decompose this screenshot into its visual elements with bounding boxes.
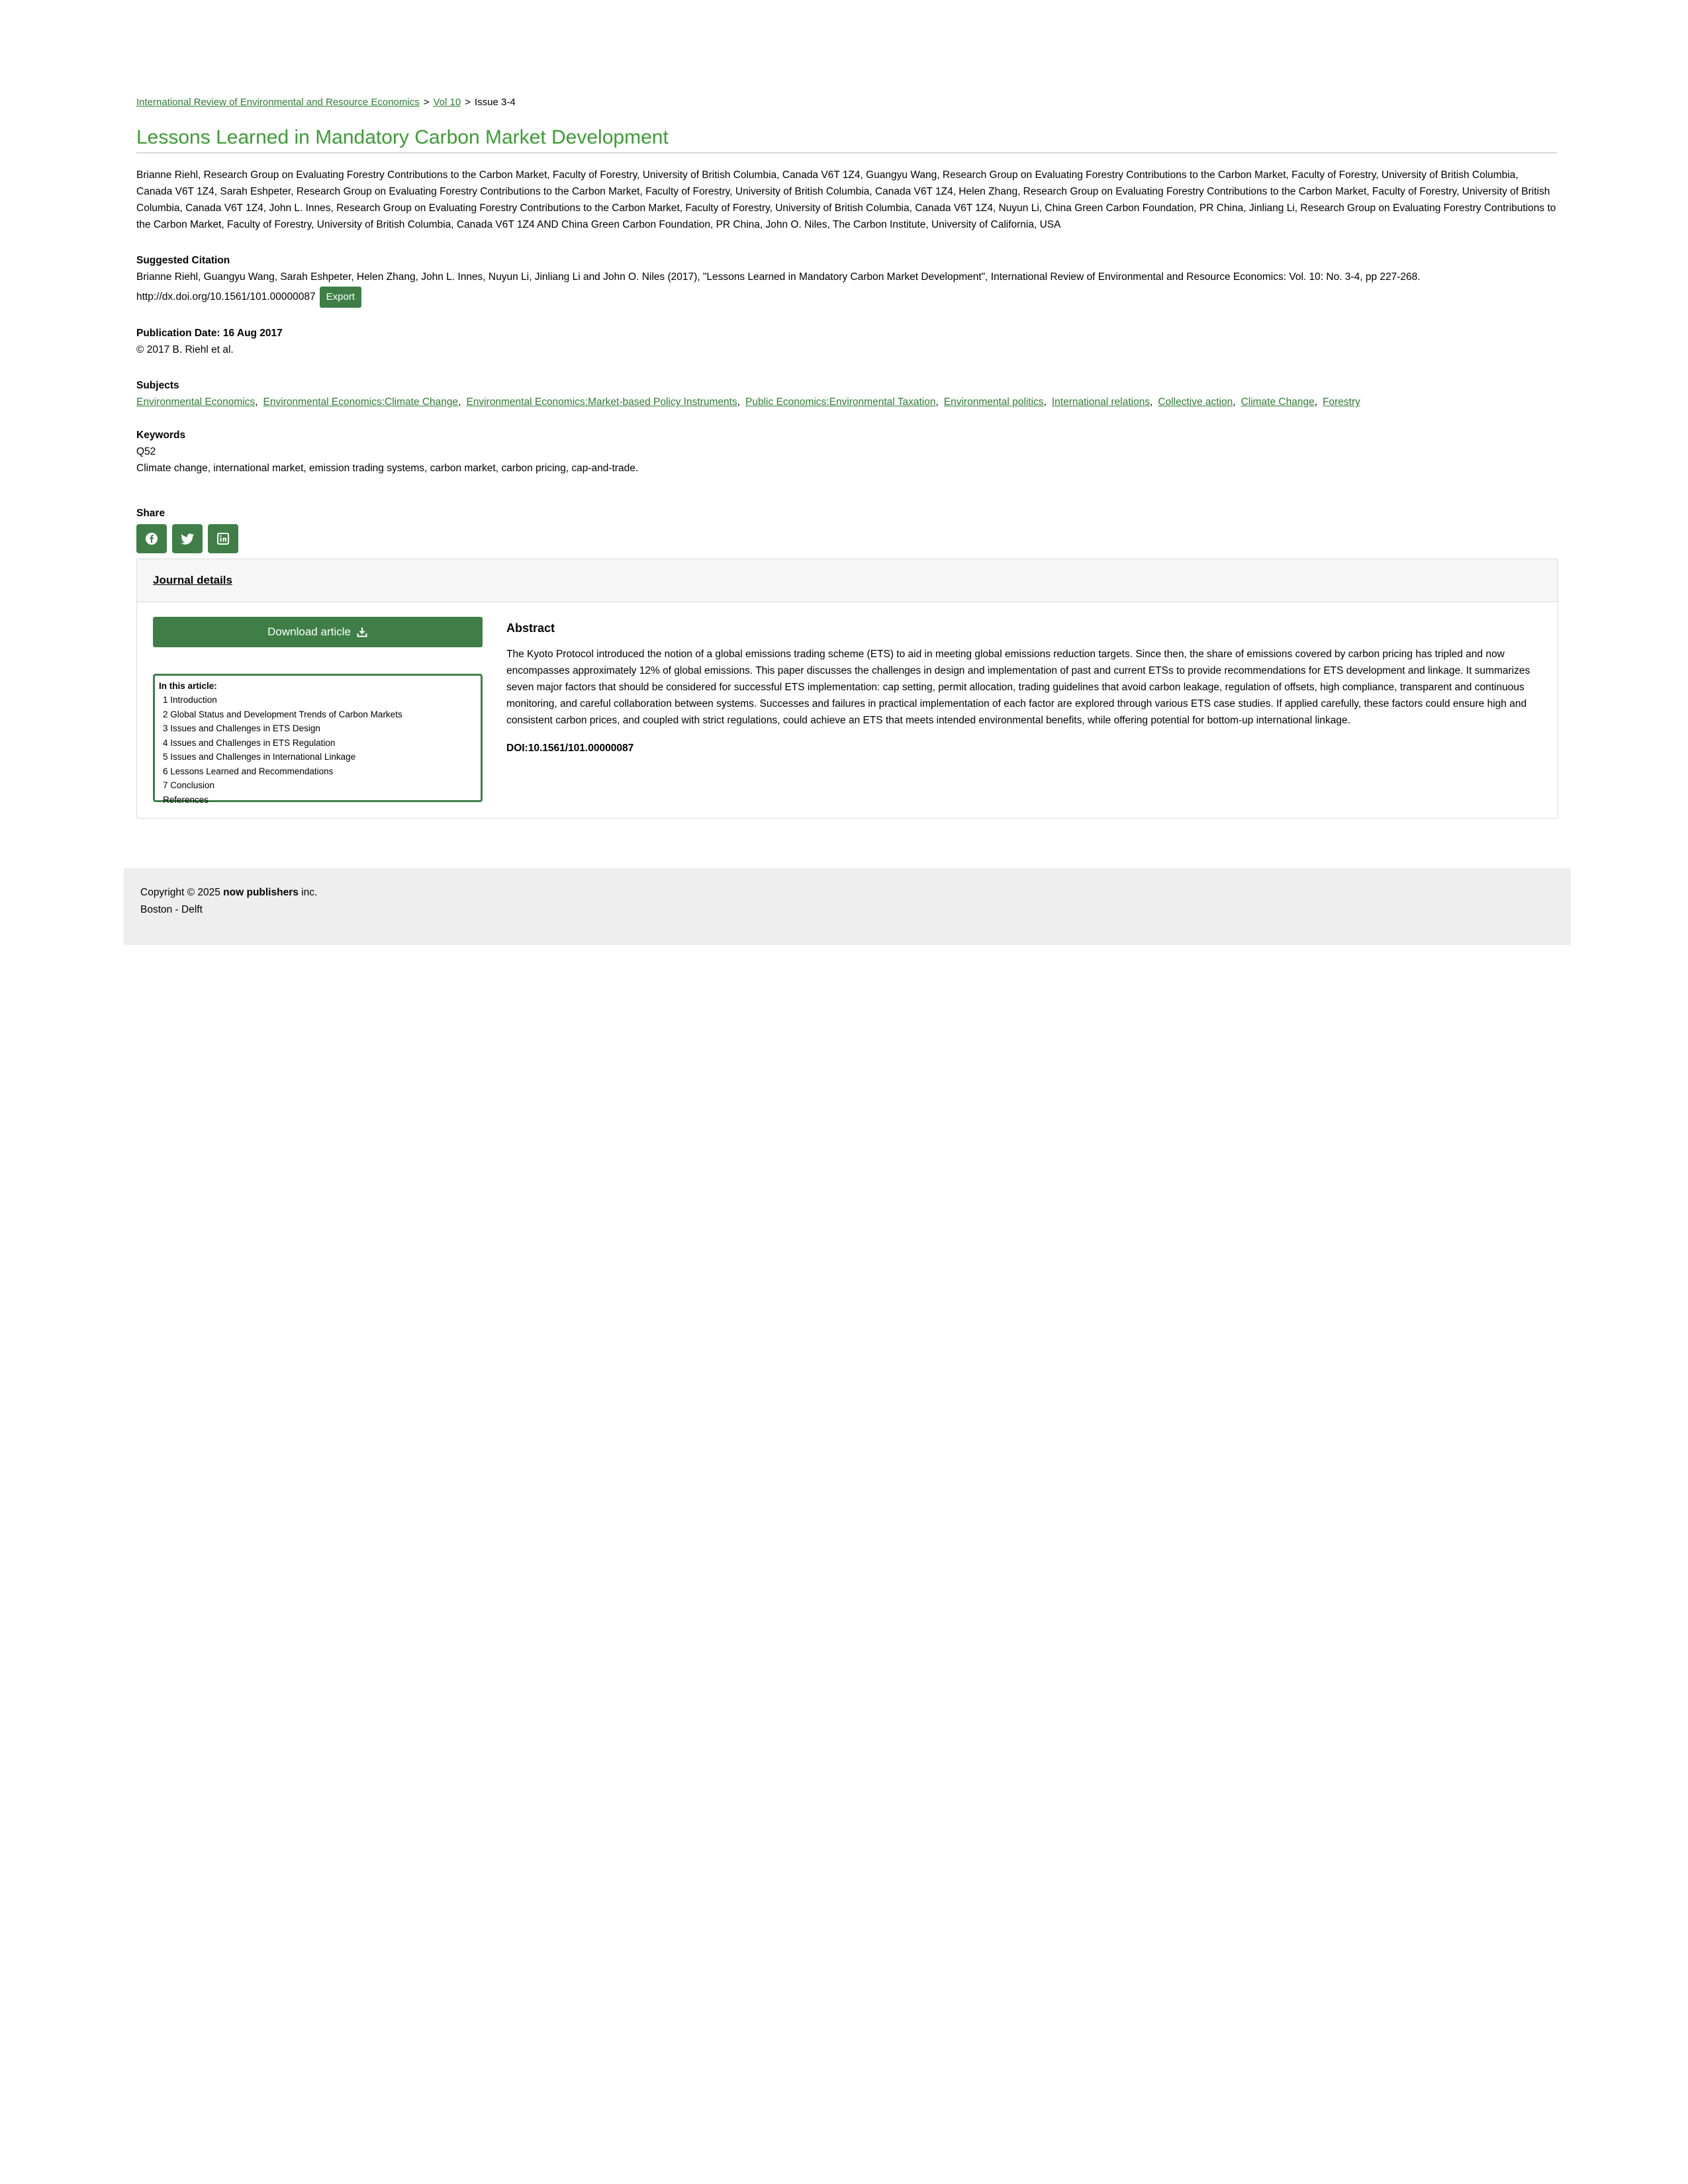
- keywords-heading: Keywords: [136, 430, 186, 441]
- citation-doi-row: [136, 287, 1557, 308]
- subject-separator: ,: [737, 396, 740, 408]
- download-article-label: Download article: [267, 625, 351, 639]
- subject-separator: ,: [255, 396, 258, 408]
- article-sidebar: [153, 617, 483, 805]
- subject-separator: ,: [1233, 396, 1236, 408]
- share-twitter-button[interactable]: [172, 524, 203, 553]
- keywords-section: [136, 428, 1557, 477]
- article-title: Lessons Learned in Mandatory Carbon Market Development: [136, 124, 1557, 154]
- toc-item[interactable]: 3 Issues and Challenges in ETS Design: [163, 723, 320, 734]
- toc-item[interactable]: 2 Global Status and Development Trends of Carbon Markets: [163, 709, 402, 719]
- share-heading: Share: [136, 508, 165, 520]
- subject-link[interactable]: International relations: [1051, 396, 1150, 408]
- subjects-list: [136, 394, 1557, 410]
- share-facebook-button[interactable]: [136, 524, 167, 553]
- facebook-icon: [145, 532, 158, 545]
- subject-link[interactable]: Collective action: [1158, 396, 1233, 408]
- publication-date: Publication Date: 16 Aug 2017: [136, 328, 283, 340]
- subject-separator: ,: [1043, 396, 1047, 408]
- toc-item[interactable]: 6 Lessons Learned and Recommendations: [163, 766, 334, 776]
- subject-separator: ,: [1314, 396, 1318, 408]
- breadcrumb-issue: Issue 3-4: [474, 97, 516, 108]
- footer-location: Boston - Delft: [140, 904, 203, 915]
- share-linkedin-button[interactable]: [208, 524, 238, 553]
- citation-doi-url: http://dx.doi.org/10.1561/101.00000087: [136, 291, 316, 303]
- subject-separator: ,: [1150, 396, 1153, 408]
- page-footer: [124, 868, 1571, 945]
- footer-content: [124, 868, 1571, 919]
- table-of-contents: [153, 674, 483, 805]
- footer-copyright-suffix: inc.: [298, 887, 318, 898]
- footer-publisher: now publishers: [223, 887, 299, 898]
- subject-link[interactable]: Environmental Economics:Market-based Policy Instruments: [466, 396, 737, 408]
- journal-details-header: [137, 559, 1558, 602]
- toc-item[interactable]: 4 Issues and Challenges in ETS Regulation: [163, 737, 336, 748]
- article-copyright: © 2017 B. Riehl et al.: [136, 344, 234, 356]
- citation-text: Brianne Riehl, Guangyu Wang, Sarah Eshpeter, Helen Zhang, John L. Innes, Nuyun Li, Jinliang Li and John O. Niles (2017), "Lessons Learned in Mandatory Carbon Market Development", International Review of Environmental and Resource Economics: Vol. 10: No. 3-4, pp 227-268.: [136, 271, 1421, 283]
- toc-item[interactable]: 5 Issues and Challenges in International Linkage: [163, 752, 356, 762]
- footer-copyright-prefix: Copyright © 2025: [140, 887, 224, 898]
- toc-item[interactable]: 7 Conclusion: [163, 780, 215, 791]
- journal-details-link[interactable]: Journal details: [153, 574, 232, 587]
- journal-details-body: [137, 602, 1558, 818]
- breadcrumb-separator: >: [465, 97, 471, 108]
- share-section: [136, 506, 1557, 553]
- toc-item[interactable]: References: [163, 794, 209, 805]
- download-article-button[interactable]: [153, 617, 483, 647]
- toc-title: In this article:: [159, 681, 217, 692]
- main-content: [136, 95, 1557, 819]
- export-button[interactable]: Export: [320, 287, 361, 308]
- citation-section: [136, 253, 1557, 308]
- abstract-text: The Kyoto Protocol introduced the notion of a global emissions trading scheme (ETS) to aid in meeting global emissions reduction targets. Since then, the share of emissions covered by carbon pricing has tripled and now encompasses approximately 12% of global emissions. This paper discusses the challenges in design and implementation of past and current ETSs to provide recommendations for ETS development and linkage. It summarizes seven major factors that should be considered for successful ETS implementation: cap setting, permit allocation, trading guidelines that avoid carbon leakage, regulation of offsets, high compliance, transparent and continuous monitoring, and careful collaboration between systems. Successes and failures in practical implementation of each factor are explored through various ETS case studies. If applied carefully, these factors could ensure high and consistent carbon prices, and coupled with strict regulations, could achieve an ETS that meets intended environmental benefits, while offering potential for bottom-up international linkage.: [506, 649, 1530, 727]
- toc-item[interactable]: 1 Introduction: [163, 695, 217, 705]
- download-icon: [356, 626, 368, 638]
- footer-copyright: [140, 884, 1571, 901]
- subject-link[interactable]: Climate Change: [1241, 396, 1315, 408]
- keywords-text: Climate change, international market, emission trading systems, carbon market, carbon pricing, cap-and-trade.: [136, 463, 639, 475]
- share-buttons: [136, 524, 1557, 553]
- breadcrumb-separator: >: [423, 97, 430, 108]
- keyword-code: Q52: [136, 446, 156, 458]
- abstract-section: [506, 617, 1539, 802]
- breadcrumb-journal-link[interactable]: International Review of Environmental and Resource Economics: [136, 97, 420, 108]
- abstract-doi: DOI:10.1561/101.00000087: [506, 743, 634, 754]
- publication-section: [136, 325, 1557, 358]
- subject-separator: ,: [935, 396, 939, 408]
- citation-heading: Suggested Citation: [136, 255, 230, 267]
- linkedin-icon: [216, 532, 230, 545]
- subject-link[interactable]: Forestry: [1323, 396, 1360, 408]
- subjects-heading: Subjects: [136, 380, 179, 392]
- subject-link[interactable]: Environmental Economics: [136, 396, 256, 408]
- subject-link[interactable]: Public Economics:Environmental Taxation: [745, 396, 936, 408]
- subjects-section: [136, 378, 1557, 410]
- subject-separator: ,: [458, 396, 461, 408]
- abstract-heading: Abstract: [506, 621, 555, 635]
- subject-link[interactable]: Environmental politics: [943, 396, 1044, 408]
- journal-details-panel: [136, 559, 1558, 819]
- breadcrumb-volume-link[interactable]: Vol 10: [433, 97, 461, 108]
- breadcrumb: [136, 95, 1557, 110]
- twitter-icon: [180, 532, 195, 545]
- subject-link[interactable]: Environmental Economics:Climate Change: [263, 396, 459, 408]
- author-list: Brianne Riehl, Research Group on Evaluating Forestry Contributions to the Carbon Market, Faculty of Forestry, University of British Columbia, Canada V6T 1Z4, Guangyu Wang, Research Group on Evaluating Forestry Contributions to the Carbon Market, Faculty of Forestry, University of British Columbia, Canada V6T 1Z4, Sarah Eshpeter, Research Group on Evaluating Forestry Contributions to the Carbon Market, Faculty of Forestry, University of British Columbia, Canada V6T 1Z4, Helen Zhang, Research Group on Evaluating Forestry Contributions to the Carbon Market, Faculty of Forestry, University of British Columbia, Canada V6T 1Z4, John L. Innes, Research Group on Evaluating Forestry Contributions to the Carbon Market, Faculty of Forestry, University of British Columbia, Canada V6T 1Z4, Nuyun Li, China Green Carbon Foundation, PR China, Jinliang Li, Research Group on Evaluating Forestry Contributions to the Carbon Market, Faculty of Forestry, University of British Columbia, Canada V6T 1Z4 AND China Green Carbon Foundation, PR China, John O. Niles, The Carbon Institute, University of California, USA: [136, 169, 1556, 231]
